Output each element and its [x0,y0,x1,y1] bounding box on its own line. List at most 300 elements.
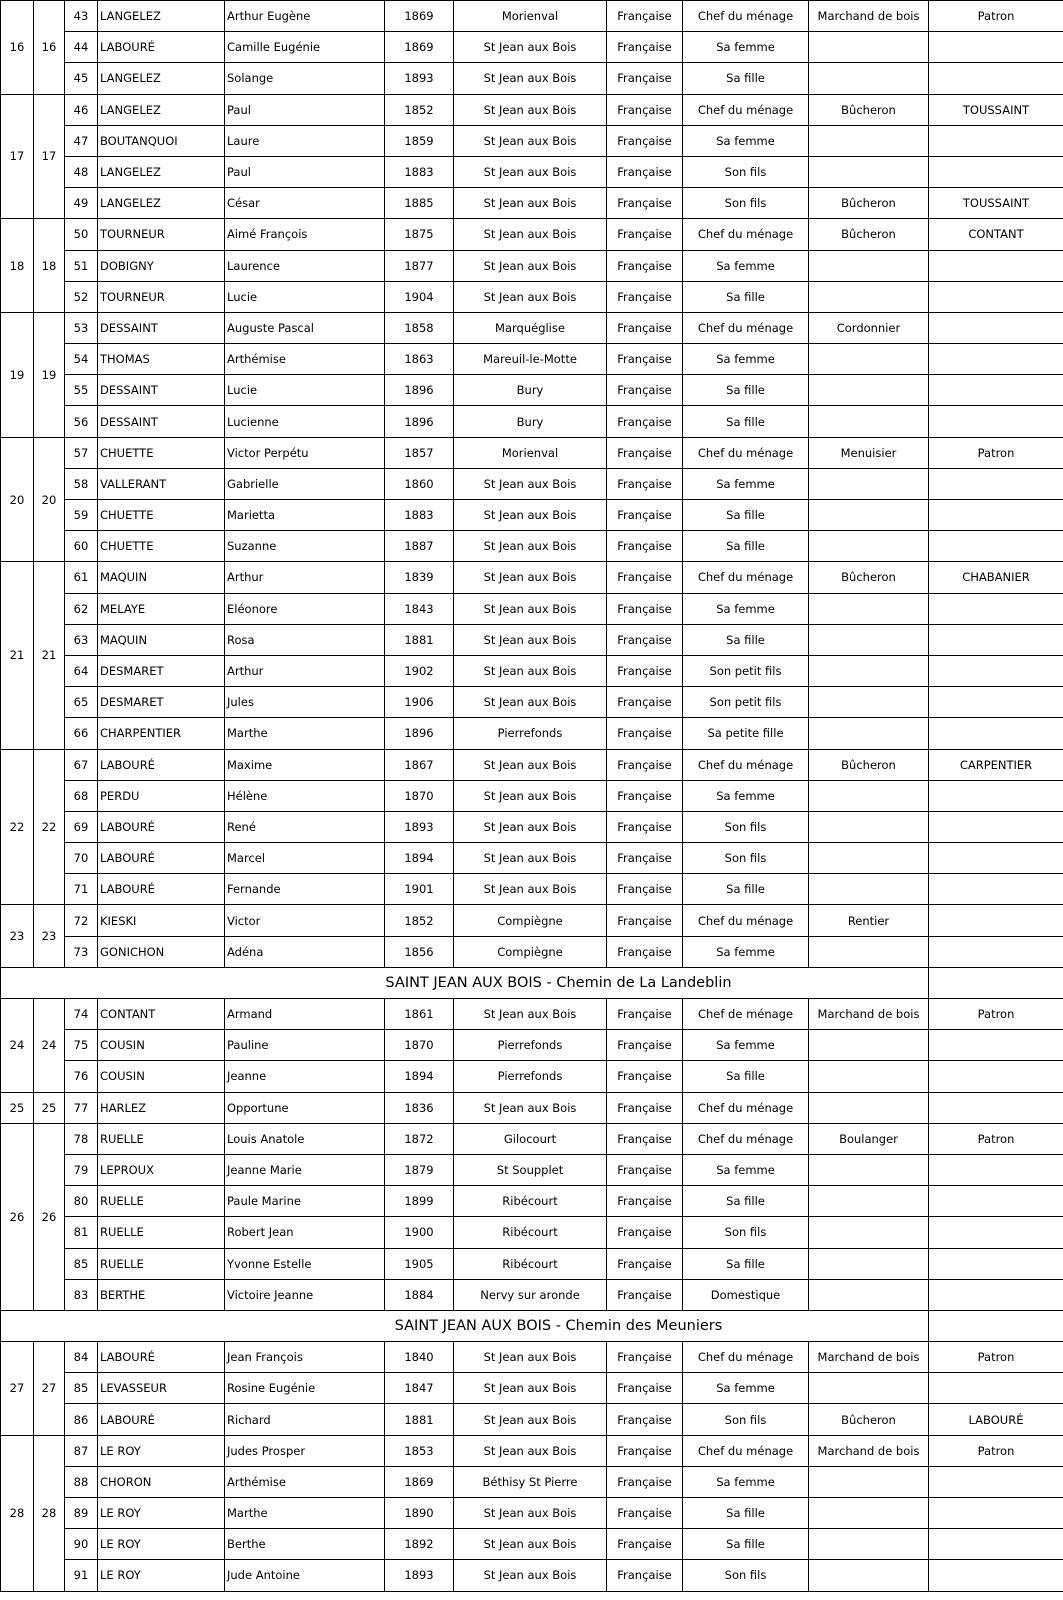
birthplace: St Jean aux Bois [454,188,607,219]
given-names: Paul [225,94,385,125]
surname: RUELLE [98,1217,225,1248]
employer: Patron [929,1342,1063,1373]
table-row [1,281,1063,312]
table-row [1,718,1063,749]
given-names: Aimé François [225,219,385,250]
person-number: 79 [65,1154,98,1185]
employer [929,250,1063,281]
employer: TOUSSAINT [929,188,1063,219]
table-row [1,1,1063,32]
occupation [809,843,929,874]
employer [929,843,1063,874]
birth-year: 1896 [385,406,454,437]
nationality: Française [607,1092,683,1123]
given-names: Lucie [225,281,385,312]
table-row [1,1560,1063,1591]
employer: Patron [929,1123,1063,1154]
birthplace: St Jean aux Bois [454,94,607,125]
person-number: 58 [65,468,98,499]
birthplace: Nervy sur aronde [454,1279,607,1310]
given-names: Marcel [225,843,385,874]
person-number: 67 [65,749,98,780]
employer [929,905,1063,936]
birthplace: Pierrefonds [454,1061,607,1092]
table-row [1,1435,1063,1466]
table-row [1,749,1063,780]
occupation: Marchand de bois [809,1435,929,1466]
relation: Sa femme [683,344,809,375]
occupation [809,936,929,967]
birthplace: Ribécourt [454,1248,607,1279]
birthplace: St Jean aux Bois [454,655,607,686]
birth-year: 1906 [385,687,454,718]
nationality: Française [607,1,683,32]
employer [929,811,1063,842]
given-names: Jules [225,687,385,718]
person-number: 49 [65,188,98,219]
table-row [1,1373,1063,1404]
birth-year: 1856 [385,936,454,967]
table-row [1,1498,1063,1529]
section-title: SAINT JEAN AUX BOIS - Chemin de La Landeblin [1,967,929,998]
birth-year: 1879 [385,1154,454,1185]
household-number: 17 [34,94,65,219]
household-number: 25 [34,1092,65,1123]
surname: HARLEZ [98,1092,225,1123]
person-number: 52 [65,281,98,312]
given-names: Judes Prosper [225,1435,385,1466]
nationality: Française [607,1217,683,1248]
person-number: 44 [65,32,98,63]
employer [929,156,1063,187]
birthplace: Morienval [454,1,607,32]
employer [929,344,1063,375]
household-number: 24 [34,999,65,1093]
given-names: Richard [225,1404,385,1435]
person-number: 50 [65,219,98,250]
nationality: Française [607,500,683,531]
employer [929,936,1063,967]
nationality: Française [607,1030,683,1061]
given-names: César [225,188,385,219]
birth-year: 1870 [385,780,454,811]
employer [929,1217,1063,1248]
house-number: 26 [1,1123,34,1310]
birthplace: St Jean aux Bois [454,780,607,811]
nationality: Française [607,156,683,187]
birth-year: 1843 [385,593,454,624]
surname: TOURNEUR [98,281,225,312]
nationality: Française [607,905,683,936]
person-number: 83 [65,1279,98,1310]
household-number: 19 [34,312,65,437]
given-names: Suzanne [225,531,385,562]
table-row [1,1154,1063,1185]
given-names: Arthémise [225,344,385,375]
nationality: Française [607,188,683,219]
birth-year: 1877 [385,250,454,281]
employer: Patron [929,437,1063,468]
nationality: Française [607,1560,683,1591]
relation: Sa fille [683,500,809,531]
relation: Son petit fils [683,655,809,686]
birth-year: 1839 [385,562,454,593]
house-number: 21 [1,562,34,749]
table-row [1,156,1063,187]
occupation: Marchand de bois [809,1,929,32]
table-row [1,999,1063,1030]
surname: DOBIGNY [98,250,225,281]
employer [929,1529,1063,1560]
table-row [1,1061,1063,1092]
person-number: 51 [65,250,98,281]
birth-year: 1896 [385,718,454,749]
nationality: Française [607,437,683,468]
section-header-row [1,967,1063,998]
table-row [1,1248,1063,1279]
given-names: Marthe [225,718,385,749]
employer [929,874,1063,905]
table-row [1,1466,1063,1497]
employer [929,1092,1063,1123]
birthplace: Ribécourt [454,1217,607,1248]
employer [929,718,1063,749]
employer: TOUSSAINT [929,94,1063,125]
occupation [809,1092,929,1123]
person-number: 68 [65,780,98,811]
birthplace: Bury [454,375,607,406]
table-row [1,312,1063,343]
employer [929,655,1063,686]
table-row [1,531,1063,562]
employer [929,1498,1063,1529]
employer: LABOURÉ [929,1404,1063,1435]
birth-year: 1893 [385,1560,454,1591]
birthplace: St Soupplet [454,1154,607,1185]
table-row [1,437,1063,468]
given-names: Robert Jean [225,1217,385,1248]
given-names: Laure [225,125,385,156]
surname: MELAYE [98,593,225,624]
given-names: Victoire Jeanne [225,1279,385,1310]
employer [929,687,1063,718]
birthplace: St Jean aux Bois [454,32,607,63]
surname: LABOURÉ [98,1342,225,1373]
relation: Sa fille [683,281,809,312]
surname: LABOURÉ [98,1404,225,1435]
person-number: 88 [65,1466,98,1497]
household-number: 28 [34,1435,65,1591]
employer [929,1061,1063,1092]
given-names: Berthe [225,1529,385,1560]
employer [929,531,1063,562]
occupation [809,1030,929,1061]
relation: Son fils [683,1404,809,1435]
house-number: 27 [1,1342,34,1436]
occupation [809,780,929,811]
surname: CHUETTE [98,500,225,531]
person-number: 60 [65,531,98,562]
employer [929,780,1063,811]
birth-year: 1852 [385,905,454,936]
nationality: Française [607,250,683,281]
person-number: 45 [65,63,98,94]
table-row [1,1342,1063,1373]
table-row [1,1030,1063,1061]
person-number: 48 [65,156,98,187]
occupation [809,156,929,187]
nationality: Française [607,562,683,593]
occupation [809,1279,929,1310]
surname: DESMARET [98,655,225,686]
birth-year: 1869 [385,1,454,32]
given-names: Pauline [225,1030,385,1061]
birth-year: 1887 [385,531,454,562]
section-header-row [1,1310,1063,1341]
birthplace: Mareuil-le-Motte [454,344,607,375]
person-number: 89 [65,1498,98,1529]
table-row [1,32,1063,63]
relation: Son fils [683,811,809,842]
relation: Sa fille [683,1498,809,1529]
given-names: Jean François [225,1342,385,1373]
occupation [809,375,929,406]
birth-year: 1867 [385,749,454,780]
given-names: Victor [225,905,385,936]
table-row [1,344,1063,375]
census-body [1,1,1063,1592]
birthplace: Marquéglise [454,312,607,343]
surname: LEPROUX [98,1154,225,1185]
given-names: Hélène [225,780,385,811]
occupation: Boulanger [809,1123,929,1154]
birthplace: St Jean aux Bois [454,281,607,312]
relation: Son petit fils [683,687,809,718]
birth-year: 1881 [385,624,454,655]
house-number: 22 [1,749,34,905]
person-number: 90 [65,1529,98,1560]
person-number: 46 [65,94,98,125]
table-row [1,874,1063,905]
occupation: Bûcheron [809,1404,929,1435]
birthplace: St Jean aux Bois [454,1560,607,1591]
nationality: Française [607,687,683,718]
relation: Sa femme [683,1030,809,1061]
person-number: 64 [65,655,98,686]
given-names: Eléonore [225,593,385,624]
birthplace: Bury [454,406,607,437]
house-number: 23 [1,905,34,967]
person-number: 91 [65,1560,98,1591]
birthplace: St Jean aux Bois [454,125,607,156]
nationality: Française [607,1186,683,1217]
given-names: Victor Perpétu [225,437,385,468]
given-names: Arthémise [225,1466,385,1497]
surname: MAQUIN [98,562,225,593]
given-names: René [225,811,385,842]
table-row [1,624,1063,655]
nationality: Française [607,531,683,562]
given-names: Louis Anatole [225,1123,385,1154]
given-names: Marietta [225,500,385,531]
employer: Patron [929,999,1063,1030]
relation: Chef du ménage [683,219,809,250]
birthplace: Béthisy St Pierre [454,1466,607,1497]
table-row [1,655,1063,686]
nationality: Française [607,1279,683,1310]
employer [929,1248,1063,1279]
given-names: Solange [225,63,385,94]
surname: PERDU [98,780,225,811]
occupation: Marchand de bois [809,999,929,1030]
birth-year: 1836 [385,1092,454,1123]
birthplace: St Jean aux Bois [454,1529,607,1560]
occupation [809,1217,929,1248]
table-row [1,375,1063,406]
birth-year: 1883 [385,500,454,531]
relation: Sa fille [683,63,809,94]
person-number: 69 [65,811,98,842]
employer: CHABANIER [929,562,1063,593]
relation: Chef du ménage [683,1,809,32]
household-number: 18 [34,219,65,313]
nationality: Française [607,1529,683,1560]
occupation [809,811,929,842]
nationality: Française [607,468,683,499]
table-row [1,1123,1063,1154]
occupation [809,32,929,63]
relation: Sa femme [683,468,809,499]
person-number: 65 [65,687,98,718]
nationality: Française [607,655,683,686]
surname: LANGELEZ [98,94,225,125]
given-names: Camille Eugénie [225,32,385,63]
occupation [809,531,929,562]
household-number: 27 [34,1342,65,1436]
table-row [1,125,1063,156]
occupation [809,1466,929,1497]
relation: Son fils [683,188,809,219]
person-number: 71 [65,874,98,905]
person-number: 47 [65,125,98,156]
occupation [809,624,929,655]
occupation [809,1248,929,1279]
occupation: Cordonnier [809,312,929,343]
person-number: 43 [65,1,98,32]
table-row [1,780,1063,811]
occupation [809,1186,929,1217]
relation: Chef du ménage [683,312,809,343]
surname: THOMAS [98,344,225,375]
given-names: Arthur Eugène [225,1,385,32]
nationality: Française [607,1061,683,1092]
birthplace: Pierrefonds [454,1030,607,1061]
occupation [809,500,929,531]
surname: LE ROY [98,1498,225,1529]
surname: MAQUIN [98,624,225,655]
household-number: 21 [34,562,65,749]
surname: LE ROY [98,1435,225,1466]
employer [929,500,1063,531]
person-number: 70 [65,843,98,874]
person-number: 54 [65,344,98,375]
birth-year: 1853 [385,1435,454,1466]
person-number: 63 [65,624,98,655]
person-number: 87 [65,1435,98,1466]
birth-year: 1869 [385,32,454,63]
employer [929,375,1063,406]
occupation [809,406,929,437]
employer [929,624,1063,655]
nationality: Française [607,375,683,406]
person-number: 78 [65,1123,98,1154]
birthplace: St Jean aux Bois [454,687,607,718]
table-row [1,1404,1063,1435]
birth-year: 1896 [385,375,454,406]
nationality: Française [607,125,683,156]
occupation [809,281,929,312]
person-number: 62 [65,593,98,624]
house-number: 16 [1,1,34,95]
relation: Sa petite fille [683,718,809,749]
surname: LABOURÉ [98,874,225,905]
occupation [809,63,929,94]
household-number: 20 [34,437,65,562]
nationality: Française [607,624,683,655]
occupation [809,1373,929,1404]
given-names: Lucie [225,375,385,406]
birthplace: St Jean aux Bois [454,1404,607,1435]
given-names: Adéna [225,936,385,967]
household-number: 16 [34,1,65,95]
relation: Sa fille [683,1529,809,1560]
employer [929,1373,1063,1404]
relation: Sa fille [683,406,809,437]
relation: Sa femme [683,250,809,281]
occupation: Bûcheron [809,219,929,250]
table-row [1,843,1063,874]
occupation [809,874,929,905]
nationality: Française [607,1435,683,1466]
birth-year: 1904 [385,281,454,312]
relation: Chef du ménage [683,562,809,593]
nationality: Française [607,1342,683,1373]
surname: LABOURÉ [98,32,225,63]
occupation: Menuisier [809,437,929,468]
given-names: Lucienne [225,406,385,437]
relation: Sa femme [683,1466,809,1497]
surname: DESSAINT [98,375,225,406]
birth-year: 1902 [385,655,454,686]
given-names: Gabrielle [225,468,385,499]
relation: Chef du ménage [683,749,809,780]
employer [929,468,1063,499]
birthplace: Morienval [454,437,607,468]
relation: Sa fille [683,874,809,905]
surname: LANGELEZ [98,1,225,32]
nationality: Française [607,718,683,749]
nationality: Française [607,874,683,905]
nationality: Française [607,281,683,312]
nationality: Française [607,406,683,437]
relation: Chef du ménage [683,94,809,125]
birth-year: 1875 [385,219,454,250]
household-number: 26 [34,1123,65,1310]
birth-year: 1901 [385,874,454,905]
nationality: Française [607,936,683,967]
relation: Chef du ménage [683,1435,809,1466]
birthplace: St Jean aux Bois [454,593,607,624]
